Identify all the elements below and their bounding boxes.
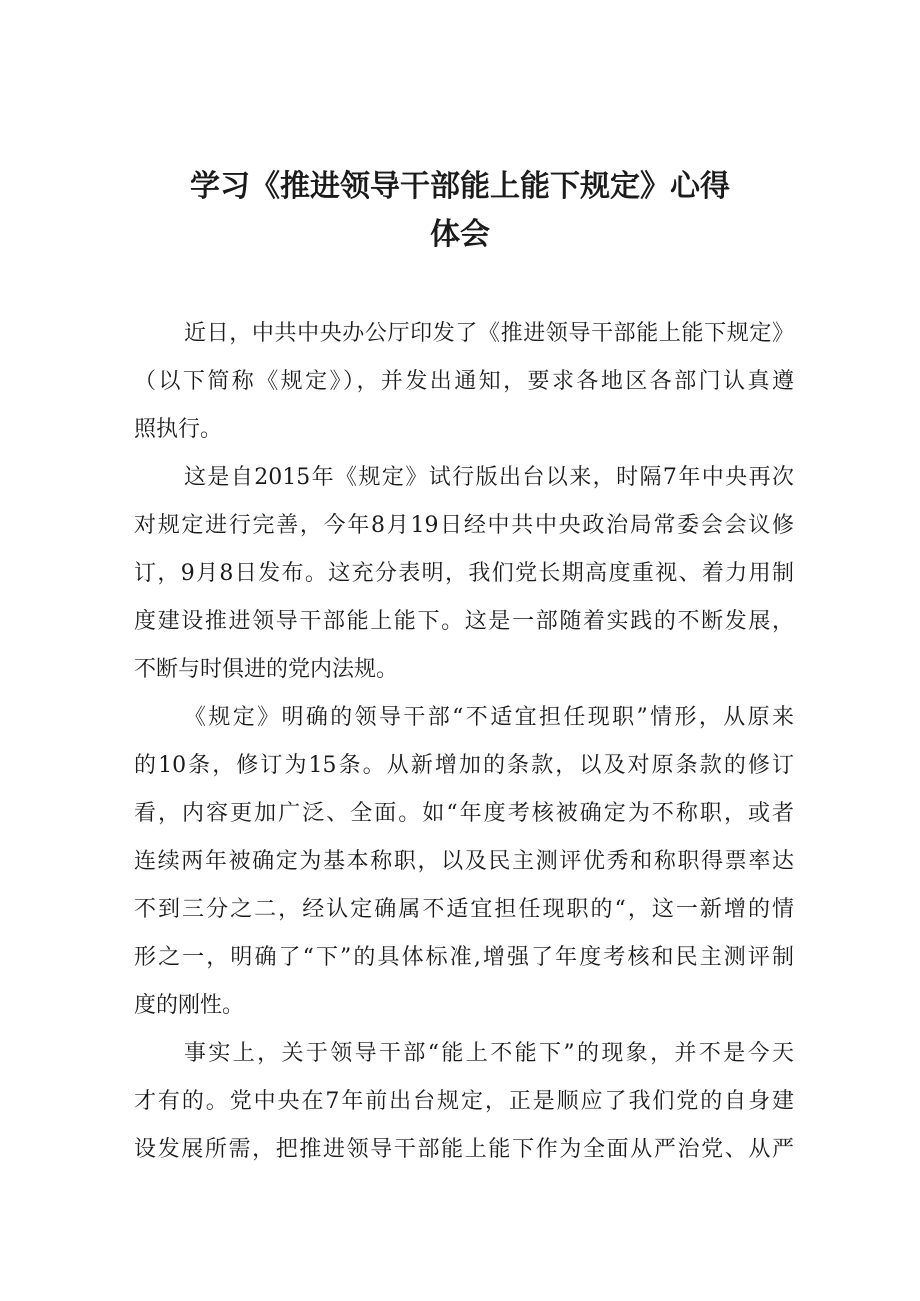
title-line-2: 体会 (430, 217, 490, 252)
text-line: 不到三分之二，经认定确属不适宜担任现职的“，这一新增的情 (134, 897, 794, 922)
text-line: 连续两年被确定为基本称职，以及民主测评优秀和称职得票率达 (134, 849, 794, 874)
text-line: 事实上，关于领导干部“能上不能下”的现象，并不是今天 (184, 1041, 794, 1066)
text-line: 这是自2015年《规定》试行版出台以来，时隔7年中央再次 (184, 465, 794, 490)
text-line: 看，内容更加广泛、全面。如“年度考核被确定为不称职，或者 (134, 801, 794, 826)
text-line: 度建设推进领导干部能上能下。这是一部随着实践的不断发展， (134, 609, 794, 634)
text-line: 度的刚性。 (134, 993, 245, 1018)
text-line: （以下简称《规定》），并发出通知，要求各地区各部门认真遵 (134, 369, 794, 394)
text-line: 形之一，明确了“下”的具体标准,增强了年度考核和民主测评制 (134, 945, 794, 970)
paragraph-3 (134, 694, 794, 1030)
document-title (0, 163, 920, 259)
text-line: 设发展所需，把推进领导干部能上能下作为全面从严治党、从严 (134, 1137, 794, 1162)
text-line: 不断与时俱进的党内法规。 (134, 657, 399, 682)
text-line: 订，9月8日发布。这充分表明，我们党长期高度重视、着力用制 (134, 561, 794, 586)
text-line: 近日，中共中央办公厅印发了《推进领导干部能上能下规定》 (184, 321, 794, 346)
text-line: 才有的。党中央在7年前出台规定，正是顺应了我们党的自身建 (134, 1089, 794, 1114)
text-line: 《规定》明确的领导干部“不适宜担任现职”情形，从原来 (184, 705, 794, 730)
text-line: 照执行。 (134, 417, 223, 442)
title-line-1: 学习《推进领导干部能上能下规定》心得 (190, 169, 730, 204)
paragraph-4 (134, 1030, 794, 1174)
paragraph-1 (134, 310, 794, 454)
document-body (134, 310, 794, 1174)
text-line: 对规定进行完善，今年8月19日经中共中央政治局常委会会议修 (134, 513, 794, 538)
paragraph-2 (134, 454, 794, 694)
text-line: 的10条，修订为15条。从新增加的条款，以及对原条款的修订 (134, 753, 794, 778)
